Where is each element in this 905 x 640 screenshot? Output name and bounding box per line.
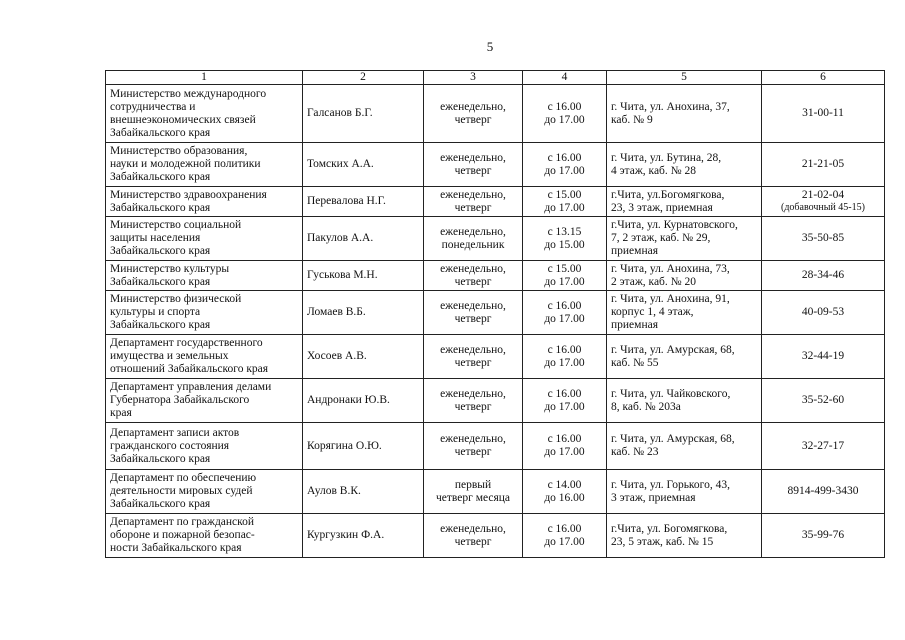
address-cell [607,85,762,143]
phone-cell [762,291,885,335]
address-cell-line: г.Чита, ул. Богомягкова, [611,522,728,535]
reception-hours-cell-line: до 17.00 [544,312,585,325]
organization-cell-line: Забайкальского края [110,498,211,510]
address-cell-line: г. Чита, ул. Амурская, 68, [611,433,735,445]
reception-days-cell-line: четверг [454,113,492,126]
reception-days-cell-line: четверг месяца [435,491,511,504]
address-cell-line: г. Чита, ул. Анохина, 37, [611,100,730,113]
reception-days-cell-line: четверг [454,535,492,548]
organization-cell-line: края [110,407,132,419]
reception-days-cell-line: четверг [454,275,492,288]
address-cell-line: корпус 1, 4 этаж, [611,306,694,318]
organization-cell-line: Забайкальского края [110,319,211,331]
address-cell [607,335,762,379]
official-name-cell-text: Аулов В.К. [307,485,361,497]
page-number: 5 [486,39,494,54]
address-cell-line: 7, 2 этаж, каб. № 29, [611,232,711,244]
organization-cell-line: Министерство физической [110,293,242,305]
reception-hours-cell-line: до 17.00 [544,400,585,413]
official-name-cell-text: Томских А.А. [307,158,374,170]
reception-days-cell [424,261,523,291]
reception-days-cell [424,187,523,217]
phone-cell-text: 40-09-53 [801,306,845,318]
organization-cell-line: отношений Забайкальского края [110,363,269,375]
organization-cell-line: имущества и земельных [110,350,229,362]
official-name-cell-text: Кургузкин Ф.А. [307,529,385,541]
phone-cell [762,423,885,470]
organization-cell-line: деятельности мировых судей [110,485,253,497]
organization-cell-line: Губернатора Забайкальского [110,394,250,406]
phone-cell [762,261,885,291]
organization-cell-line: сотрудничества и [110,100,196,113]
address-cell-line: г. Чита, ул. Горького, 43, [611,478,730,491]
address-cell [607,514,762,558]
organization-cell-line: Департамент управления делами [110,381,272,393]
reception-days-cell [424,470,523,514]
reception-hours-cell [523,187,607,217]
reception-days-cell [424,291,523,335]
official-name-cell [303,143,424,187]
phone-cell [762,514,885,558]
reception-hours-cell [523,423,607,470]
table-row [106,261,885,291]
reception-hours-cell [523,470,607,514]
reception-hours-cell-line: с 14.00 [547,478,582,491]
phone-cell-text: 31-00-11 [802,107,844,119]
reception-schedule-table [105,70,885,558]
phone-cell-text: 32-27-17 [801,439,845,452]
table-row [106,217,885,261]
reception-hours-cell [523,85,607,143]
organization-cell-line: Забайкальского края [110,275,211,288]
column-header: 3 [424,71,523,85]
reception-days-cell-line: еженедельно, [440,433,506,445]
phone-cell [762,379,885,423]
reception-days-cell [424,335,523,379]
phone-cell [762,335,885,379]
reception-hours-cell [523,261,607,291]
organization-cell-line: защиты населения [110,232,201,244]
organization-cell [106,514,303,558]
table-row [106,291,885,335]
table-row [106,470,885,514]
reception-days-cell-line: еженедельно, [440,262,506,275]
address-cell-line: 4 этаж, каб. № 28 [611,164,696,177]
phone-cell [762,85,885,143]
official-name-cell [303,379,424,423]
official-name-cell [303,514,424,558]
address-cell [607,291,762,335]
organization-cell-line: внешнеэкономических связей [110,113,256,126]
reception-days-cell-line: понедельник [441,238,505,251]
table-row [106,379,885,423]
reception-days-cell [424,217,523,261]
organization-cell-line: ности Забайкальского края [110,542,242,554]
reception-hours-cell [523,291,607,335]
reception-days-cell-line: первый [454,478,492,491]
reception-hours-cell-line: до 17.00 [544,164,585,177]
column-header: 4 [523,71,607,85]
reception-days-cell [424,143,523,187]
organization-cell-line: Забайкальского края [110,452,211,465]
table-row [106,187,885,217]
official-name-cell-text: Хосоев А.В. [307,350,367,362]
organization-cell [106,261,303,291]
organization-cell-line: культуры и спорта [110,306,201,318]
reception-hours-cell [523,335,607,379]
reception-days-cell-line: еженедельно, [440,225,506,238]
organization-cell [106,423,303,470]
official-name-cell [303,423,424,470]
reception-days-cell [424,423,523,470]
reception-hours-cell-line: с 15.00 [547,188,582,201]
organization-cell-line: Департамент государственного [110,337,263,349]
organization-cell-line: Департамент записи актов [110,426,240,439]
official-name-cell-text: Андронаки Ю.В. [307,394,390,406]
reception-days-cell-line: еженедельно, [440,387,506,400]
reception-days-cell [424,85,523,143]
address-cell [607,470,762,514]
reception-hours-cell [523,514,607,558]
address-cell [607,261,762,291]
reception-hours-cell-line: с 16.00 [547,151,582,164]
official-name-cell [303,470,424,514]
address-cell-line: 3 этаж, приемная [611,491,696,504]
reception-hours-cell-line: с 16.00 [547,100,582,113]
organization-cell-line: Забайкальского края [110,126,211,139]
table-row [106,85,885,143]
reception-days-cell-line: еженедельно, [440,151,506,164]
organization-cell-line: Министерство здравоохранения [110,188,267,201]
official-name-cell-text: Пакулов А.А. [307,232,374,244]
organization-cell-line: Министерство международного [110,87,267,100]
reception-days-cell-line: четверг [454,164,492,177]
reception-hours-cell-line: с 16.00 [547,299,582,312]
address-cell [607,379,762,423]
reception-days-cell-line: еженедельно, [440,299,506,312]
address-cell-line: г. Чита, ул. Бутина, 28, [611,151,722,164]
official-name-cell-text: Корягина О.Ю. [307,439,382,452]
phone-cell-text: 21-02-04 [801,189,845,201]
organization-cell [106,85,303,143]
reception-days-cell-line: еженедельно, [440,100,506,113]
reception-hours-cell-line: до 15.00 [544,238,585,251]
reception-hours-cell [523,143,607,187]
phone-cell-text: 8914-499-3430 [787,485,859,497]
phone-cell [762,470,885,514]
organization-cell-line: гражданского состояния [110,439,230,452]
reception-days-cell-line: еженедельно, [440,522,506,535]
phone-extension-note: (добавочный 45-15) [781,202,865,213]
column-header: 2 [303,71,424,85]
phone-cell-text: 32-44-19 [801,350,845,362]
reception-hours-cell-line: с 13.15 [547,225,582,238]
official-name-cell [303,291,424,335]
table-row [106,423,885,470]
header-row [106,71,885,85]
organization-cell-line: Министерство социальной [110,219,242,231]
official-name-cell [303,85,424,143]
address-cell-line: приемная [611,319,658,331]
phone-cell [762,187,885,217]
organization-cell-line: науки и молодежной политики [110,158,261,170]
address-cell-line: г. Чита, ул. Анохина, 73, [611,262,730,275]
address-cell-line: приемная [611,245,658,257]
phone-cell [762,217,885,261]
official-name-cell [303,261,424,291]
table-row [106,335,885,379]
reception-hours-cell-line: с 16.00 [547,387,582,400]
address-cell-line: г.Чита, ул. Курнатовского, [611,219,738,231]
address-cell-line: каб. № 23 [611,446,659,458]
reception-days-cell [424,379,523,423]
address-cell [607,143,762,187]
organization-cell [106,335,303,379]
organization-cell-line: Забайкальского края [110,171,211,183]
official-name-cell-text: Гуськова М.Н. [307,269,378,281]
reception-days-cell-line: четверг [454,201,492,214]
reception-hours-cell-line: до 17.00 [544,535,585,548]
organization-cell [106,379,303,423]
reception-hours-cell-line: с 16.00 [547,522,582,535]
address-cell-line: 23, 5 этаж, каб. № 15 [611,535,714,548]
official-name-cell-text: Ломаев В.Б. [307,306,366,318]
organization-cell [106,217,303,261]
table-row [106,514,885,558]
reception-days-cell [424,514,523,558]
phone-cell-text: 35-52-60 [801,394,845,406]
reception-hours-cell-line: до 17.00 [544,446,585,458]
reception-days-cell-line: четверг [454,312,492,325]
organization-cell-line: Забайкальского края [110,245,211,257]
reception-days-cell-line: четверг [454,446,492,458]
address-cell [607,217,762,261]
reception-hours-cell-line: с 16.00 [547,343,582,356]
official-name-cell-text: Галсанов Б.Г. [307,107,373,119]
organization-cell [106,291,303,335]
organization-cell-line: Министерство культуры [110,262,230,275]
address-cell-line: г. Чита, ул. Анохина, 91, [611,293,730,305]
phone-cell-text: 28-34-46 [801,269,845,281]
reception-hours-cell [523,217,607,261]
organization-cell [106,187,303,217]
address-cell-line: г. Чита, ул. Чайковского, [611,387,731,400]
organization-cell-line: Департамент по гражданской [110,516,255,528]
reception-days-cell-line: еженедельно, [440,188,506,201]
organization-cell [106,470,303,514]
official-name-cell-text: Перевалова Н.Г. [307,195,386,207]
phone-cell-text: 35-99-76 [801,529,845,541]
reception-days-cell-line: четверг [454,400,492,413]
address-cell-line: 8, каб. № 203а [611,400,681,413]
organization-cell-line: Министерство образования, [110,145,248,157]
phone-cell-text: 35-50-85 [801,232,845,244]
organization-cell [106,143,303,187]
phone-cell-text: 21-21-05 [801,158,845,170]
reception-days-cell-line: еженедельно, [440,343,506,356]
column-header: 5 [607,71,762,85]
table-row [106,143,885,187]
column-header: 1 [106,71,303,85]
address-cell-line: 23, 3 этаж, приемная [611,201,713,214]
address-cell [607,423,762,470]
reception-hours-cell-line: до 17.00 [544,113,585,126]
reception-hours-cell-line: до 16.00 [544,491,585,504]
address-cell-line: каб. № 9 [611,113,653,126]
address-cell-line: г. Чита, ул. Амурская, 68, [611,343,735,356]
official-name-cell [303,217,424,261]
official-name-cell [303,187,424,217]
address-cell-line: г.Чита, ул.Богомягкова, [611,188,725,201]
organization-cell-line: Департамент по обеспечению [110,472,257,484]
reception-hours-cell-line: с 16.00 [547,433,582,445]
reception-hours-cell-line: до 17.00 [544,201,585,214]
reception-hours-cell-line: до 17.00 [544,275,585,288]
address-cell [607,187,762,217]
reception-hours-cell-line: до 17.00 [544,356,585,369]
reception-hours-cell-line: с 15.00 [547,262,582,275]
official-name-cell [303,335,424,379]
organization-cell-line: Забайкальского края [110,201,211,214]
organization-cell-line: обороне и пожарной безопас- [110,529,255,541]
phone-cell [762,143,885,187]
reception-hours-cell [523,379,607,423]
reception-days-cell-line: четверг [454,356,492,369]
column-header: 6 [762,71,885,85]
table-body [106,85,885,558]
address-cell-line: каб. № 55 [611,356,659,369]
address-cell-line: 2 этаж, каб. № 20 [611,275,696,288]
